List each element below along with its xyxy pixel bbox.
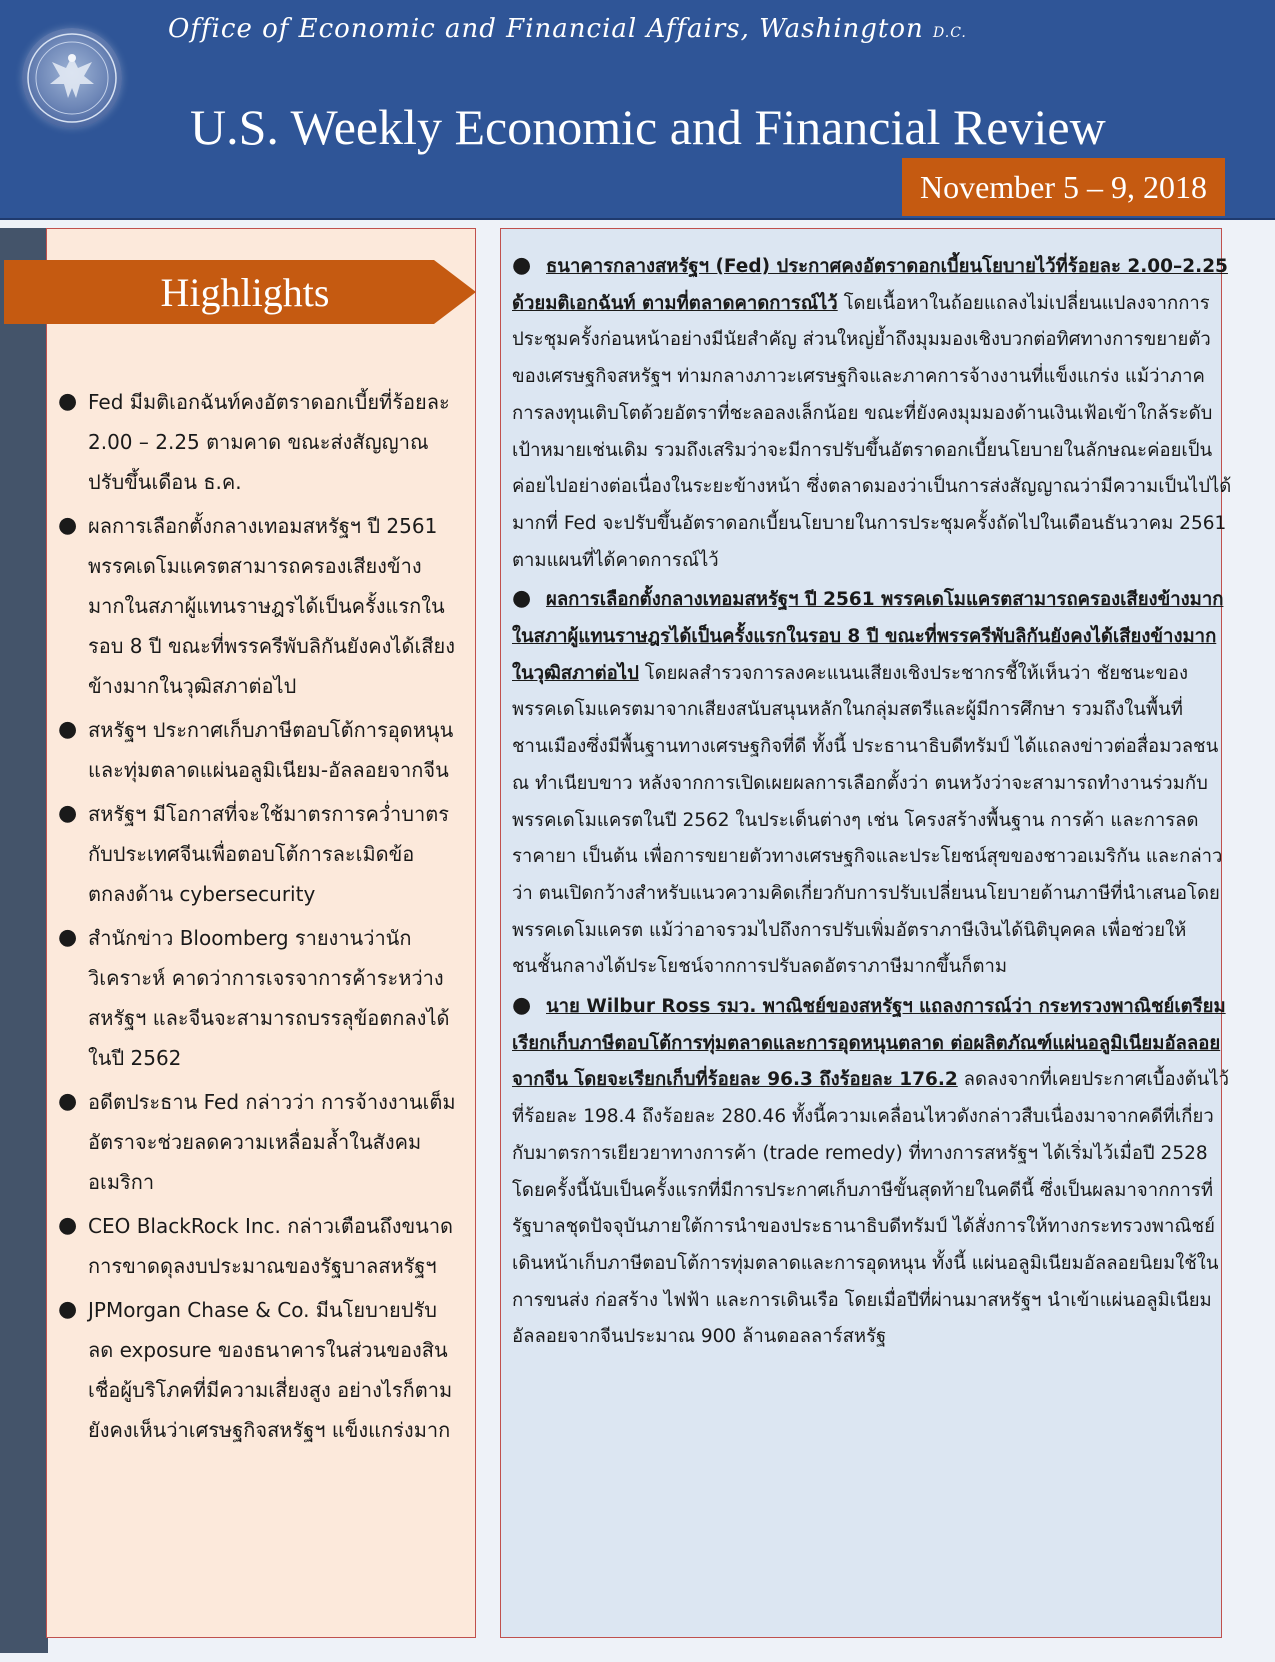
bullet-icon: ● [58, 513, 78, 538]
highlights-title: Highlights [160, 269, 330, 315]
highlight-item: ● ผลการเลือกตั้งกลางเทอมสหรัฐฯ ปี 2561 พรรคเดโมแครตสามารถครองเสียงข้างมากในสภาผู้แทนราษฎรได้เป็นครั้งแรกในรอบ 8 ปี ขณะที่พรรครีพับลิกันยังคงได้เสียงข้างมากในวุฒิสภาต่อไป [58, 506, 458, 706]
highlight-item: ● สำนักข่าว Bloomberg รายงานว่านักวิเคราะห์ คาดว่าการเจรจาการค้าระหว่างสหรัฐฯ และจีนจะสามารถบรรลุข้อตกลงได้ในปี 2562 [58, 918, 458, 1078]
bullet-icon: ● [58, 1213, 78, 1238]
page-title: U.S. Weekly Economic and Financial Review [190, 99, 1106, 155]
highlight-item: ● สหรัฐฯ มีโอกาสที่จะใช้มาตรการคว่ำบาตรกับประเทศจีนเพื่อตอบโต้การละเมิดข้อตกลงด้าน cybersecurity [58, 794, 458, 914]
article-election [512, 581, 1232, 986]
date-range-badge: November 5 – 9, 2018 [902, 158, 1225, 216]
highlight-item: ● อดีตประธาน Fed กล่าวว่า การจ้างงานเต็มอัตราจะช่วยลดความเหลื่อมล้ำในสังคมอเมริกา [58, 1082, 458, 1202]
office-name: Office of Economic and Financial Affairs, Washington D.C. [168, 14, 967, 44]
sidebar-strip [0, 228, 48, 1653]
bullet-icon: ● [58, 389, 78, 414]
bullet-icon: ● [58, 801, 78, 826]
articles-content [512, 248, 1232, 1358]
office-suffix: D.C. [933, 25, 967, 41]
highlight-item: ● CEO BlackRock Inc. กล่าวเตือนถึงขนาดการขาดดุลงบประมาณของรัฐบาลสหรัฐฯ [58, 1206, 458, 1286]
article-body: โดยเนื้อหาในถ้อยแถลงไม่เปลี่ยนแปลงจากการประชุมครั้งก่อนหน้าอย่างมีนัยสำคัญ ส่วนใหญ่ย้ำถึงมุมมองเชิงบวกต่อทิศทางการขยายตัวของเศรษฐกิจสหรัฐฯ ท่ามกลางภาวะเศรษฐกิจและภาคการจ้างงานที่แข็งแกร่ง แม้ว่าภาคการลงทุนเติบโตด้วยอัตราที่ชะลอลงเล็กน้อย ขณะที่ยังคงมุมมองด้านเงินเฟ้อเข้าใกล้ระดับเป้าหมายเช่นเดิม รวมถึงเสริมว่าจะมีการปรับขึ้นอัตราดอกเบี้ยนโยบายในลักษณะค่อยเป็นค่อยไปอย่างต่อเนื่องในระยะข้างหน้า ซึ่งตลาดมองว่าเป็นการส่งสัญญาณว่ามีความเป็นไปได้มากที่ Fed จะปรับขึ้นอัตราดอกเบี้ยนโยบายในการประชุมครั้งถัดไปในเดือนธันวาคม 2561 ตามแผนที่ได้คาดการณ์ไว้ [512, 292, 1232, 571]
article-lead: ธนาคารกลางสหรัฐฯ (Fed) ประกาศคงอัตราดอกเบี้ยนโยบายไว้ที่ร้อยละ 2.00–2.25 ด้วยมติเอกฉันท์ ตามที่ตลาดคาดการณ์ไว้ [512, 256, 1228, 314]
highlight-item: ● Fed มีมติเอกฉันท์คงอัตราดอกเบี้ยที่ร้อยละ 2.00 – 2.25 ตามคาด ขณะส่งสัญญาณปรับขึ้นเดือน ธ.ค. [58, 382, 458, 502]
article-lead: ผลการเลือกตั้งกลางเทอมสหรัฐฯ ปี 2561 พรรคเดโมแครตสามารถครองเสียงข้างมากในสภาผู้แทนราษฎรได้เป็นครั้งแรกในรอบ 8 ปี ขณะที่พรรครีพับลิกันยังคงได้เสียงข้างมากในวุฒิสภาต่อไป [512, 589, 1224, 684]
bullet-icon: ● [58, 1089, 78, 1114]
highlight-item: ● สหรัฐฯ ประกาศเก็บภาษีตอบโต้การอุดหนุนและทุ่มตลาดแผ่นอลูมิเนียม-อัลลอยจากจีน [58, 710, 458, 790]
article-lead: นาย Wilbur Ross รมว. พาณิชย์ของสหรัฐฯ แถลงการณ์ว่า กระทรวงพาณิชย์เตรียมเรียกเก็บภาษีตอบโต้การทุ่มตลาดและการอุดหนุนตลาด ต่อผลิตภัณฑ์แผ่นอลูมิเนียมอัลลอยจากจีน โดยจะเรียกเก็บที่ร้อยละ 96.3 ถึงร้อยละ 176.2 [512, 996, 1226, 1091]
bullet-icon: ● [512, 253, 532, 278]
bullet-icon: ● [58, 925, 78, 950]
eagle-seal-icon [22, 28, 122, 128]
header-banner [0, 0, 1275, 220]
bullet-icon: ● [58, 717, 78, 742]
article-body: ลดลงจากที่เคยประกาศเบื้องต้นไว้ที่ร้อยละ 198.4 ถึงร้อยละ 280.46 ทั้งนี้ความเคลื่อนไหวดังกล่าวสืบเนื่องมาจากคดีที่เกี่ยวกับมาตรการเยียวยาทางการค้า (trade remedy) ที่ทางการสหรัฐฯ ได้เริ่มไว้เมื่อปี 2528 โดยครั้งนี้นับเป็นครั้งแรกที่มีการประกาศเก็บภาษีขั้นสุดท้ายในคดีนี้ ซึ่งเป็นผลมาจากการที่รัฐบาลชุดปัจจุบันภายใต้การนำของประธานาธิบดีทรัมป์ ได้สั่งการให้ทางกระทรวงพาณิชย์เดินหน้าเก็บภาษีตอบโต้การทุ่มตลาดและการอุดหนุน ทั้งนี้ แผ่นอลูมิเนียมอัลลอยนิยมใช้ในการขนส่ง ก่อสร้าง ไฟฟ้า และการเดินเรือ โดยเมื่อปีที่ผ่านมาสหรัฐฯ นำเข้าแผ่นอลูมิเนียมอัลลอยจากจีนประมาณ 900 ล้านดอลลาร์สหรัฐ [512, 1069, 1230, 1348]
bullet-icon: ● [512, 993, 532, 1019]
bullet-icon: ● [58, 1297, 78, 1322]
highlight-item: ● JPMorgan Chase & Co. มีนโยบายปรับลด exposure ของธนาคารในส่วนของสินเชื่อผู้บริโภคที่มีความเสี่ยงสูง อย่างไรก็ตาม ยังคงเห็นว่าเศรษฐกิจสหรัฐฯ แข็งแกร่งมาก [58, 1290, 458, 1450]
article-aluminum [512, 988, 1232, 1356]
article-body: โดยผลสำรวจการลงคะแนนเสียงเชิงประชากรชี้ให้เห็นว่า ชัยชนะของพรรคเดโมแครตมาจากเสียงสนับสนุนหลักในกลุ่มสตรีและผู้มีการศึกษา รวมถึงในพื้นที่ชานเมืองซึ่งมีพื้นฐานทางเศรษฐกิจที่ดี ทั้งนี้ ประธานาธิบดีทรัมป์ ได้แถลงข่าวต่อสื่อมวลชน ณ ทำเนียบขาว หลังจากการเปิดเผยผลการเลือกตั้งว่า ตนหวังว่าจะสามารถทำงานร่วมกับพรรคเดโมแครตในปี 2562 ในประเด็นต่างๆ เช่น โครงสร้างพื้นฐาน การค้า และการลดราคายา เป็นต้น เพื่อการขยายตัวทางเศรษฐกิจและประโยชน์สุขของชาวอเมริกัน และกล่าวว่า ตนเปิดกว้างสำหรับแนวความคิดเกี่ยวกับการปรับเปลี่ยนนโยบายด้านภาษีที่นำเสนอโดยพรรคเดโมแครต แม้ว่าอาจรวมไปถึงการปรับเพิ่มอัตราภาษีเงินได้นิติบุคคล เพื่อช่วยให้ชนชั้นกลางได้ประโยชน์จากการปรับลดอัตราภาษีมากขึ้นก็ตาม [512, 662, 1223, 978]
article-fed [512, 248, 1232, 579]
bullet-icon: ● [512, 586, 532, 612]
highlights-list [58, 382, 458, 1454]
